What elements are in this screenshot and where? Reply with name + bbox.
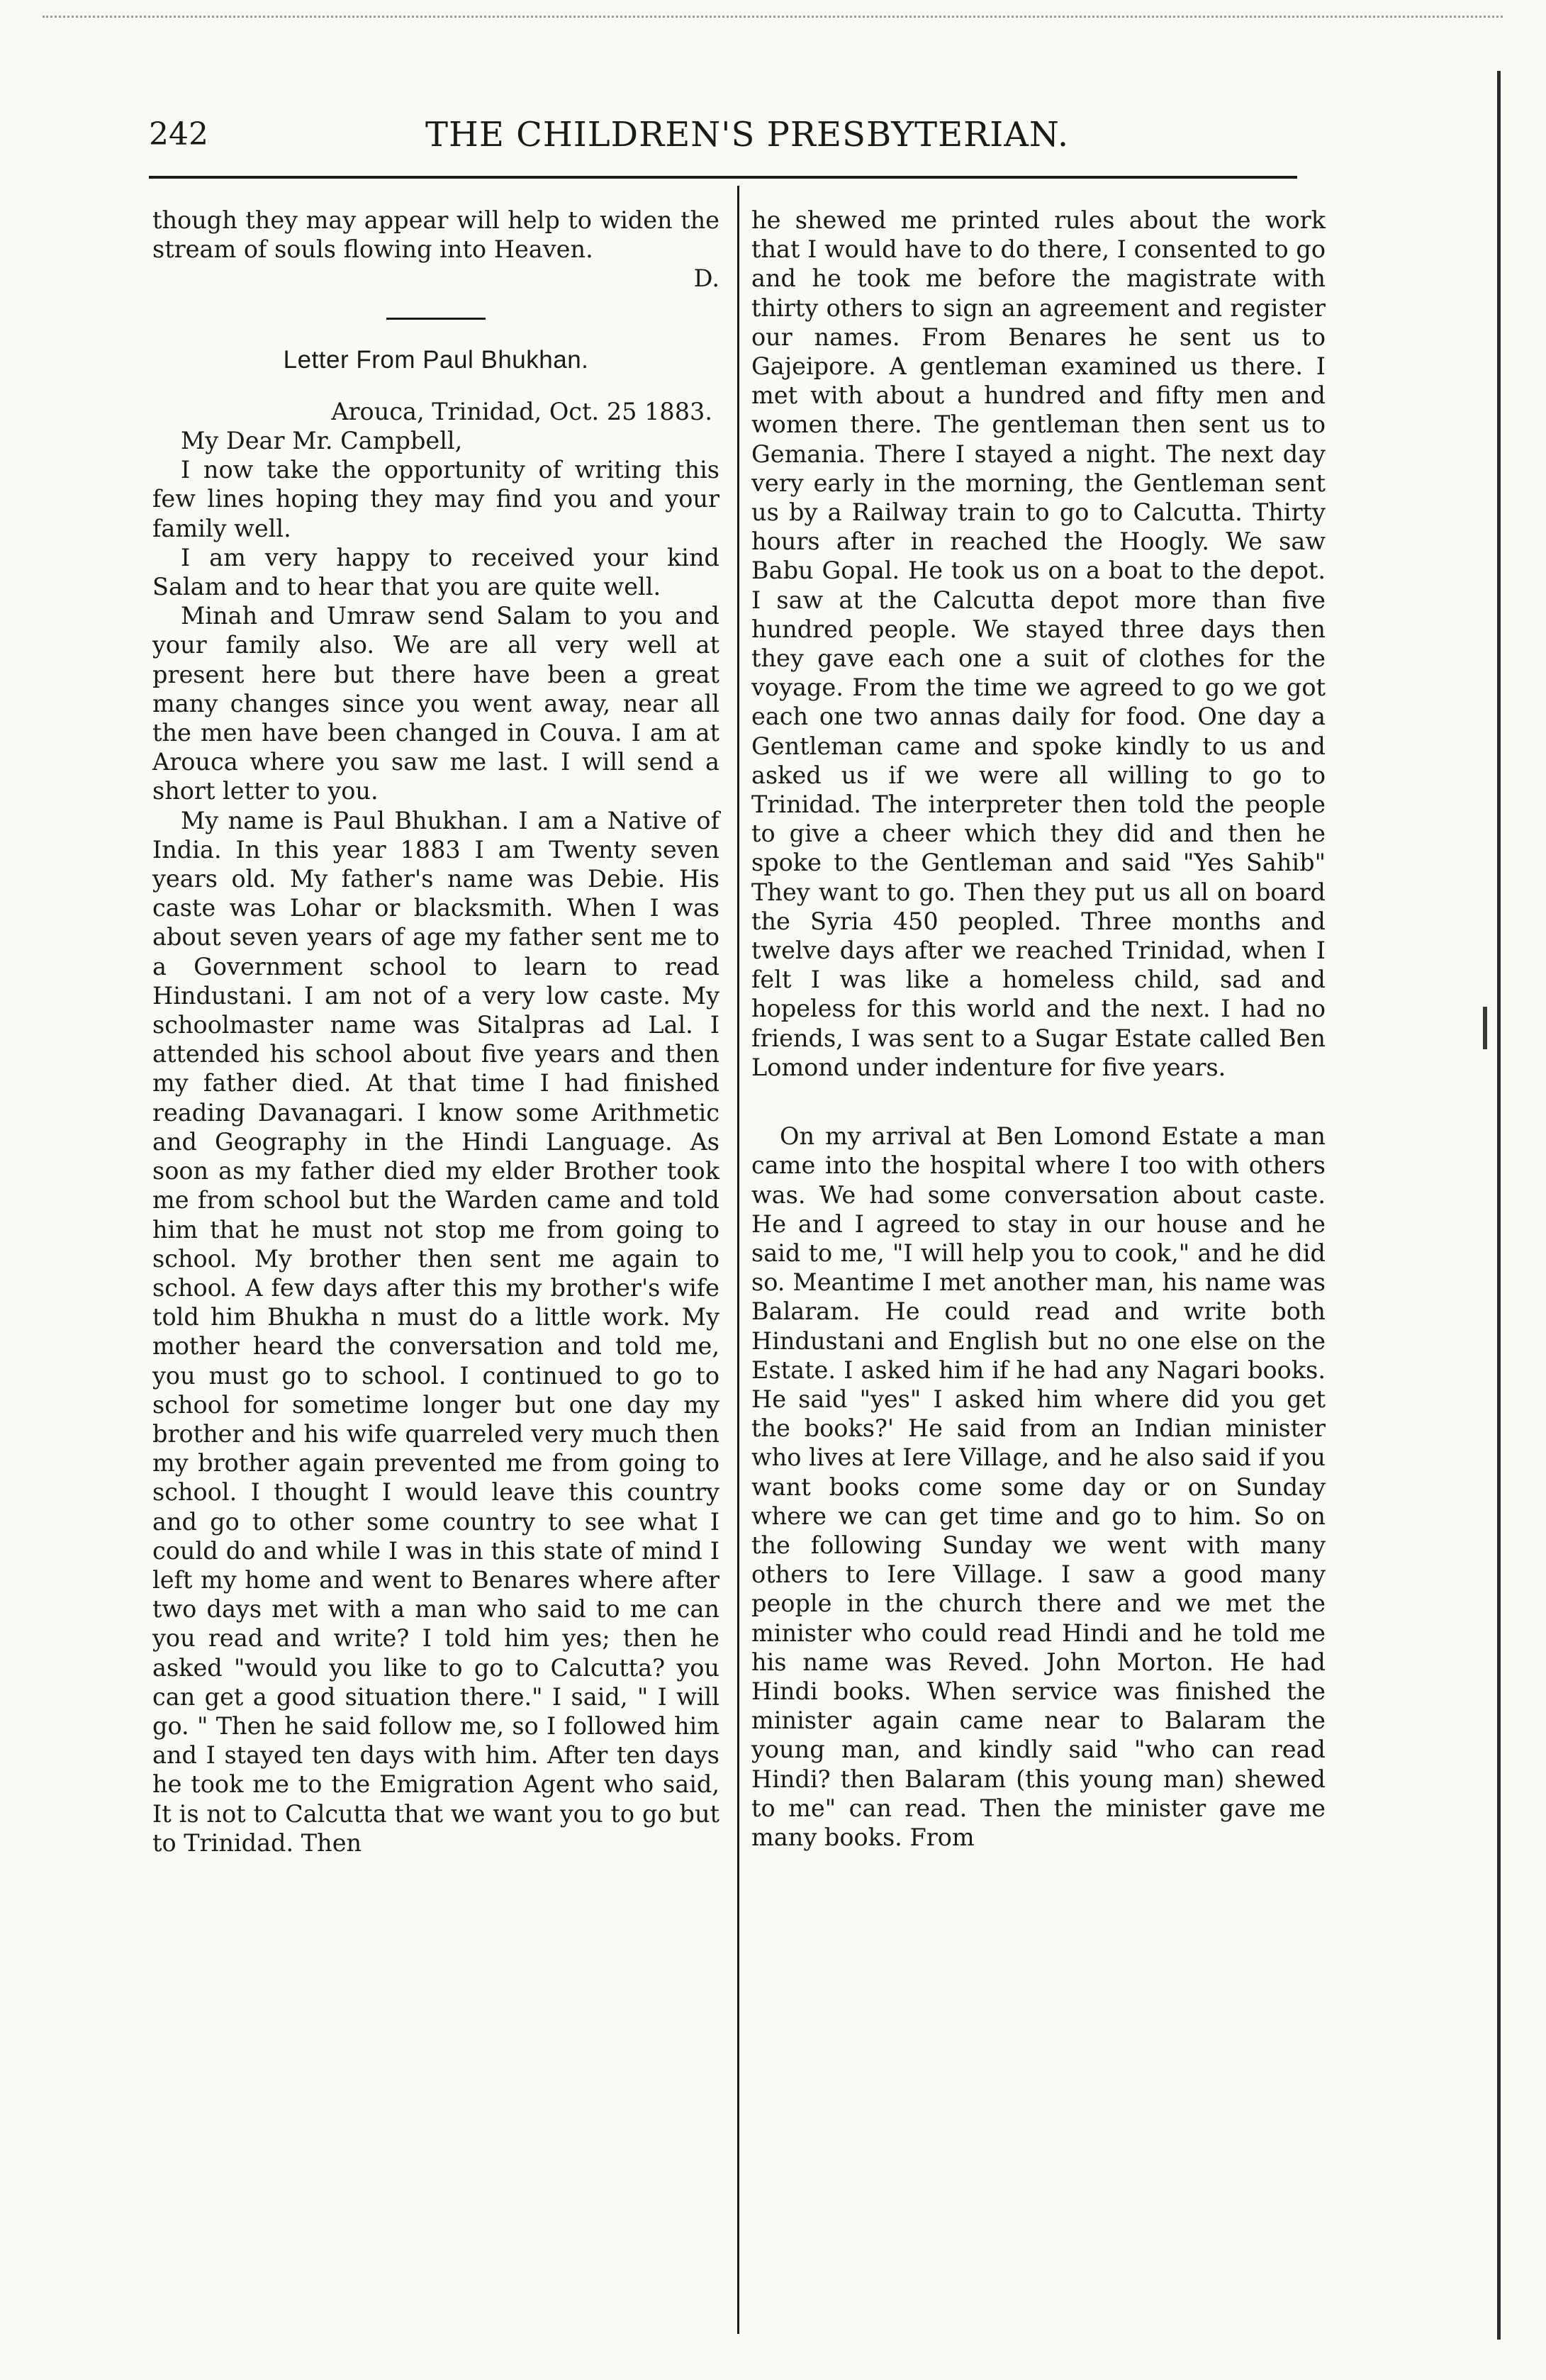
left-column (152, 206, 719, 1857)
letter-paragraph: I now take the opportunity of writing this few lines hoping they may find you and your family well. (152, 456, 719, 542)
section-rule (386, 318, 486, 320)
intro-signature: D. (693, 264, 719, 293)
page-edge-shadow (1497, 71, 1501, 2340)
letter-paragraph: he shewed me printed rules about the work that I would have to do there, I consented to go and he took me before the magistrate with thirty others to sign an agreement and register our names. From Benares he sent us to Gajeipore. A gentleman examined us there. I met with about a hundred and fifty men and women there. The gentleman then sent us to Gemania. There I stayed a night. The next day very early in the morning, the Gentleman sent us by a Railway train to go to Calcutta. Thirty hours after in reached the Hoogly. We saw Babu Gopal. He took us on a boat to the depot. I saw at the Calcutta depot more than five hundred people. We stayed three days then they gave each one a suit of clothes for the voyage. From the time we agreed to go we got each one two annas daily for food. One day a Gentleman came and spoke kindly to us and asked us if we were all willing to go to Trinidad. The interpreter then told the people to give a cheer which they did and then he spoke to the Gentleman and said "Yes Sahib" They want to go. Then they put us all on board the Syria 450 peopled. Three months and twelve days after we reached Trinidad, when I felt I was like a homeless child, sad and hopeless for this world and the next. I had no friends, I was sent to a Sugar Estate called Ben Lomond under indenture for five years. (751, 206, 1326, 1081)
right-column (751, 206, 1326, 1852)
letter-dateline: Arouca, Trinidad, Oct. 25 1883. (331, 397, 712, 425)
letter-paragraph: Minah and Umraw send Salam to you and your family also. We are all very well at present here but there have been a great many changes since you went away, near all the men have been changed in Couva. I am at Arouca where you saw me last. I will send a short letter to you. (152, 602, 719, 805)
letter-paragraph: My name is Paul Bhukhan. I am a Native of India. In this year 1883 I am Twenty seven years old. My father's name was Debie. His caste was Lohar or blacksmith. When I was about seven years of age my father sent me to a Government school to learn to read Hindustani. I am not of a very low caste. My schoolmaster name was Sitalpras ad Lal. I attended his school about five years and then my father died. At that time I had finished reading Davanagari. I know some Arithmetic and Geography in the Hindi Language. As soon as my father died my elder Brother took me from school but the Warden came and told him that he must not stop me from going to school. My brother then sent me again to school. A few days after this my brother's wife told him Bhukha n must do a little work. My mother heard the conversation and told me, you must go to school. I continued to go to school for sometime longer but one day my brother and his wife quarreled very much then my brother again prevented me from going to school. I thought I would leave this country and go to other some country to see what I could do and while I was in this state of mind I left my home and went to Benares where after two days met with a man who said to me can you read and write? I told him yes; then he asked "would you like to go to Calcutta? you can get a good situation there." I said, " I will go. " Then he said follow me, so I followed him and I stayed ten days with him. After ten days he took me to the Emigration Agent who said, It is not to Calcutta that we want you to go but to Trinidad. Then (152, 806, 719, 1857)
paragraph-gap (751, 1082, 1326, 1122)
page-header (149, 113, 1297, 163)
header-rule (149, 176, 1297, 179)
running-title: THE CHILDREN'S PRESBYTERIAN. (425, 115, 1070, 155)
margin-mark (1483, 1007, 1487, 1049)
page-number: 242 (149, 116, 208, 152)
letter-paragraph: I am very happy to received your kind Salam and to hear that you are quite well. (152, 543, 719, 601)
letter-title: Letter From Paul Bhukhan. (283, 345, 589, 374)
scan-edge-marks (43, 16, 1503, 21)
column-divider (737, 186, 739, 2334)
letter-salutation: My Dear Mr. Campbell, (181, 427, 463, 455)
letter-paragraph: On my arrival at Ben Lomond Estate a man came into the hospital where I too with others was. We had some conversation about caste. He and I agreed to stay in our house and he said to me, "I will help you to cook," and he did so. Meantime I met another man, his name was Balaram. He could read and write both Hindustani and English but no one else on the Estate. I asked him if he had any Nagari books. He said "yes" I asked him where did you get the books?' He said from an Indian minister who lives at Iere Village, and he also said if you want books come some day or on Sunday where we can get time and go to him. So on the following Sunday we went with many others to Iere Village. I saw a good many people in the church there and we met the minister who could read Hindi and he told me his name was Reved. John Morton. He had Hindi books. When service was finished the minister again came near to Balaram the young man, and kindly said "who can read Hindi? then Balaram (this young man) shewed to me" can read. Then the minister gave me many books. From (751, 1122, 1326, 1851)
intro-paragraph: though they may appear will help to widen the stream of souls flowing into Heaven. (152, 206, 719, 264)
